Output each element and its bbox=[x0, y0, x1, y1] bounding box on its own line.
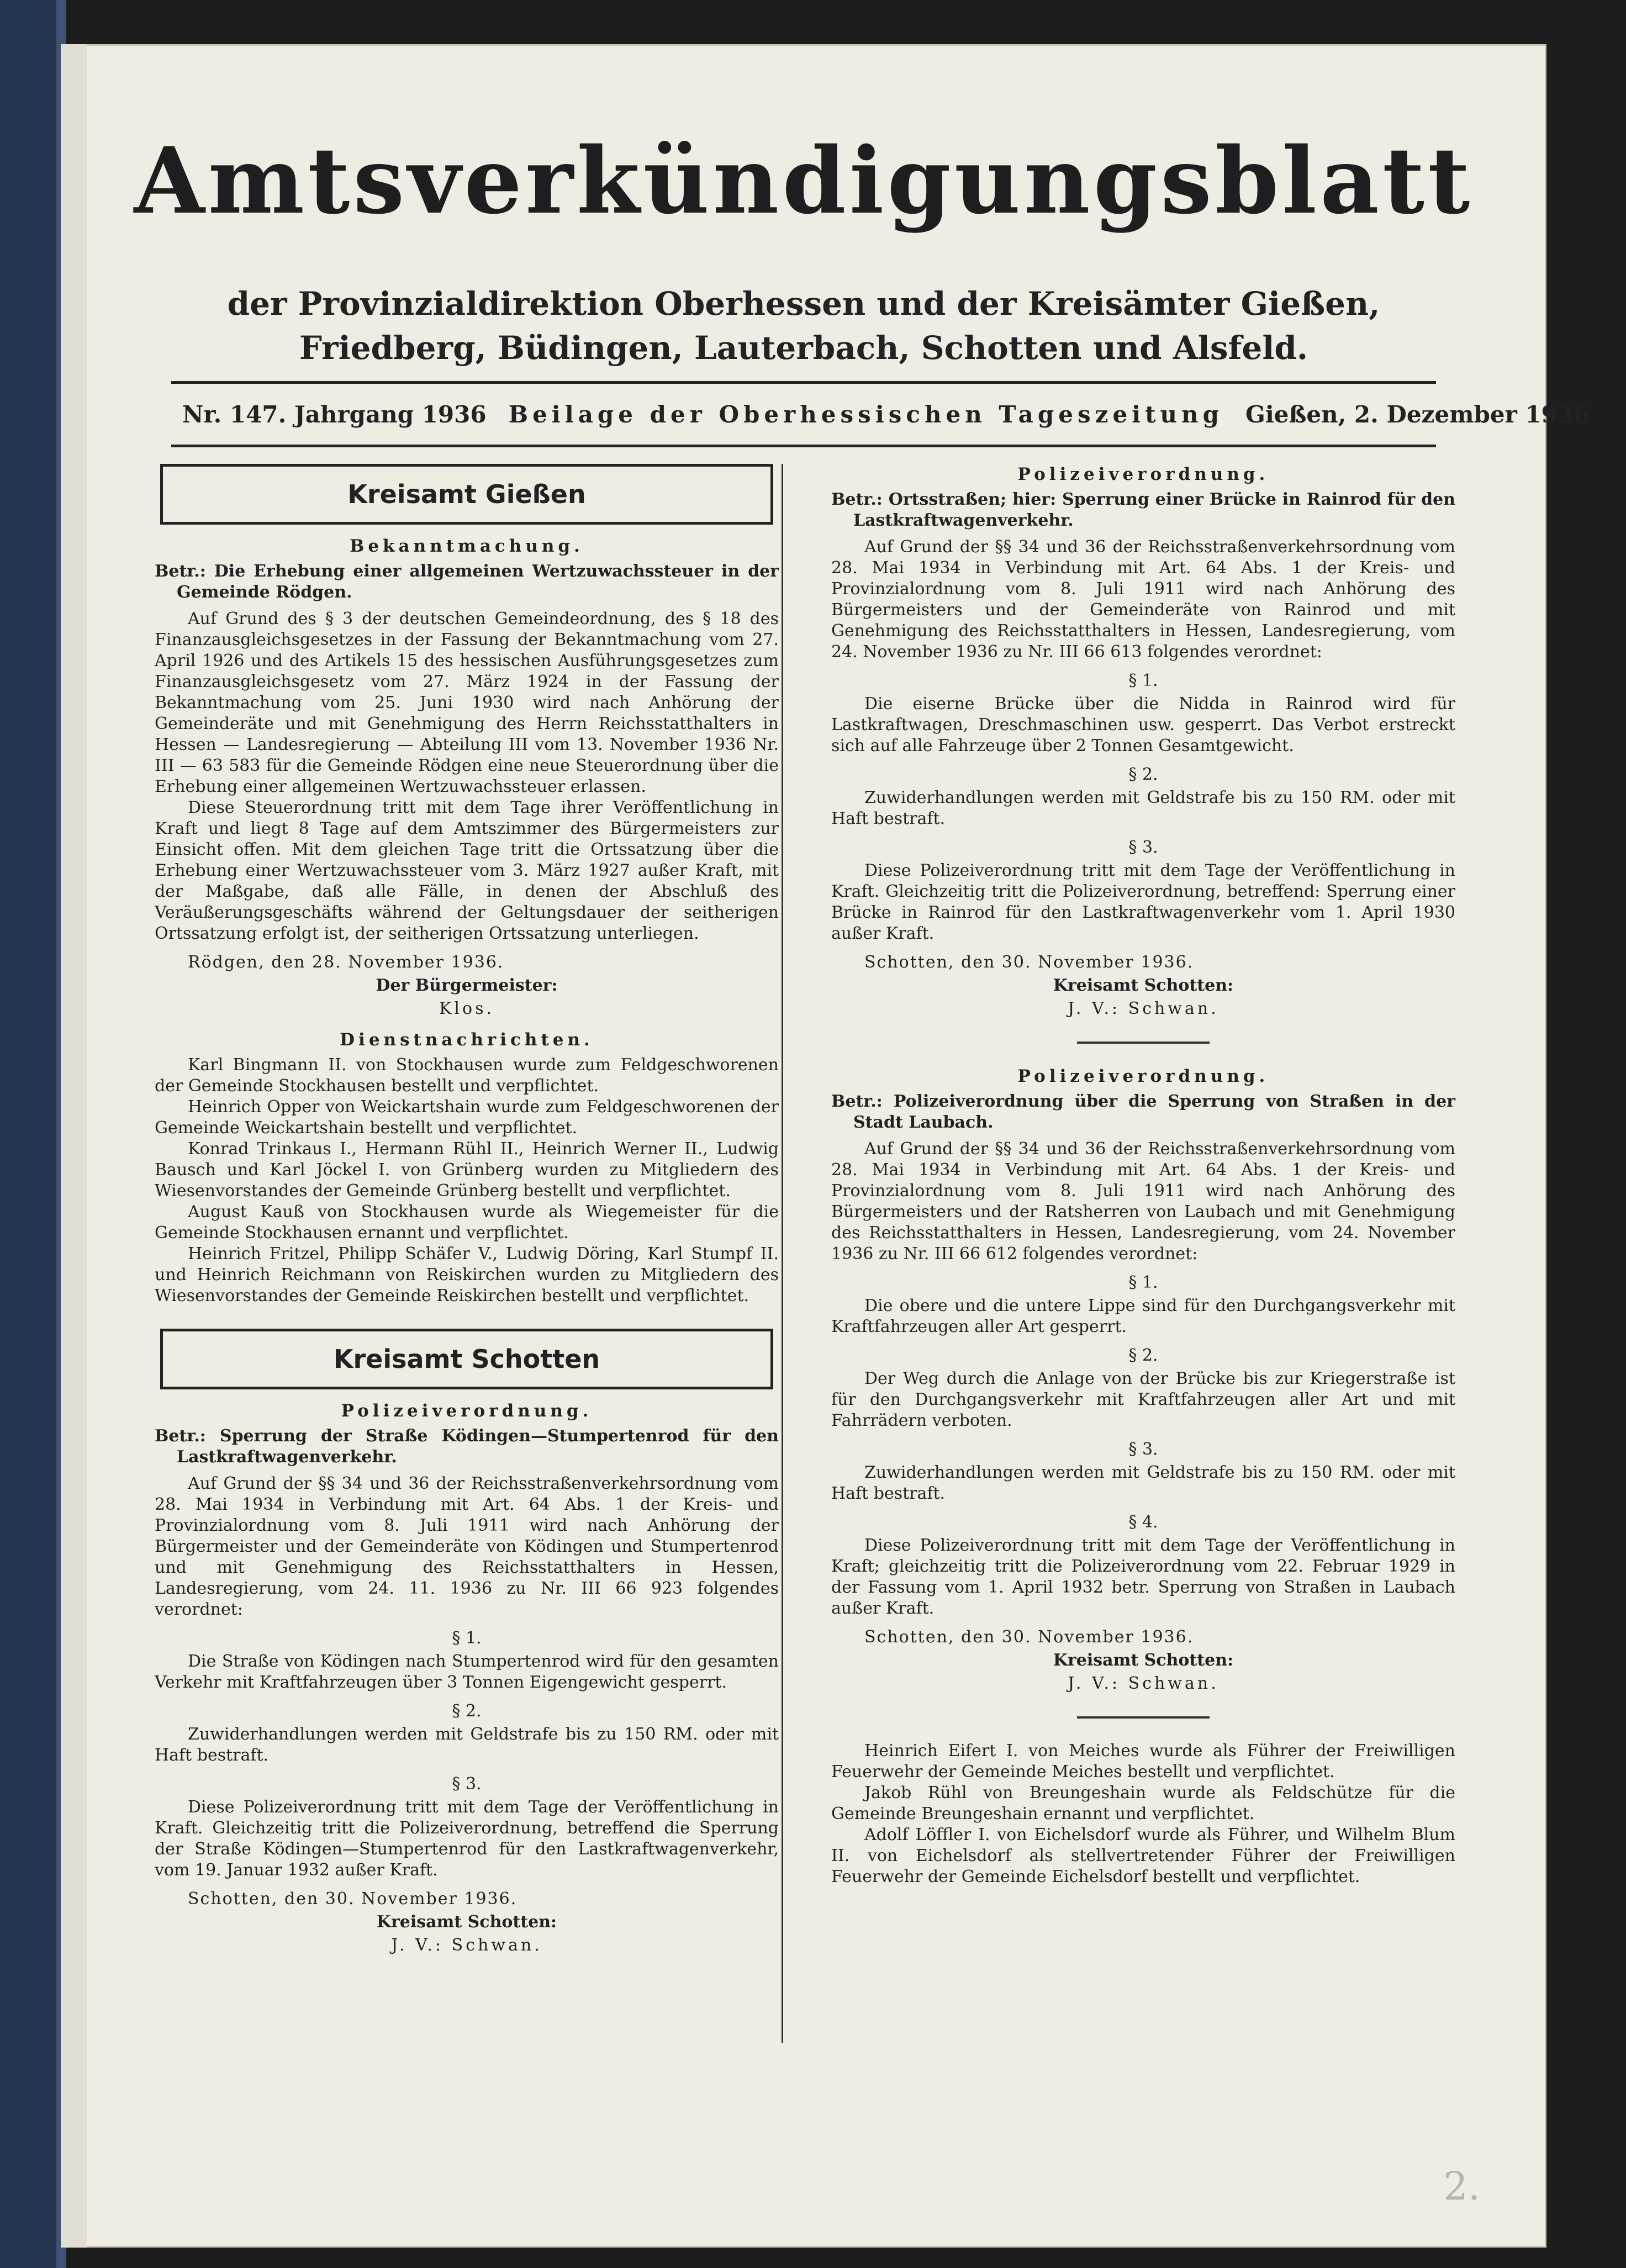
section-header-giessen: Kreisamt Gießen bbox=[160, 464, 773, 525]
right-column bbox=[831, 464, 1455, 1888]
issue-info-bar bbox=[171, 381, 1590, 447]
police-ordinance-paragraph: Auf Grund der §§ 34 und 36 der Reichsstraßenverkehrsordnung vom 28. Mai 1934 in Verbindung mit Art. 64 Abs. 1 der Kreis- und Provinzialordnung vom 8. Juli 1911 wird nach Anhörung des Bürgermeisters und der Gemeinderäte von Rainrod und mit Genehmigung des Reichsstatthalters in Hessen, Landesregierung, vom 24. November 1936 zu Nr. III 66 613 folgendes verordnet: bbox=[831, 537, 1455, 662]
section-text: Diese Polizeiverordnung tritt mit dem Tage der Veröffentlichung in Kraft. Gleichzeitig tritt die Polizeiverordnung, betreffend die Sperrung der Straße Ködingen—Stumpertenrod für den Lastkraftwagenverkehr, vom 19. Januar 1932 außer Kraft. bbox=[155, 1798, 779, 1880]
section-mark: § 4. bbox=[1128, 1513, 1158, 1532]
page-gutter bbox=[61, 44, 87, 2248]
ordinance-signature-name: J. V.: Schwan. bbox=[1068, 999, 1219, 1018]
ordinance-signature-title: Kreisamt Schotten: bbox=[376, 1912, 557, 1932]
section-mark: § 2. bbox=[452, 1701, 482, 1721]
section-mark: § 1. bbox=[1128, 671, 1158, 690]
section-text: Diese Polizeiverordnung tritt mit dem Tage der Veröffentlichung in Kraft. Gleichzeitig tritt die Polizeiverordnung, betreffend: Sperrung einer Brücke in Rainrod für den Lastkraftwagenverkehr vom 1. April 1930 außer Kraft. bbox=[831, 861, 1455, 943]
ordinance-signature-name: J. V.: Schwan. bbox=[391, 1936, 542, 1955]
police-ordinance-paragraph: Auf Grund der §§ 34 und 36 der Reichsstraßenverkehrsordnung vom 28. Mai 1934 in Verbindung mit Art. 64 Abs. 1 der Kreis- und Provinzialordnung vom 8. Juli 1911 wird nach Anhörung des Bürgermeisters und der Ratsherren von Laubach und mit Genehmigung des Reichsstatthalters in Hessen, Landesregierung, vom 24. November 1936 zu Nr. III 66 612 folgendes verordnet: bbox=[831, 1139, 1455, 1263]
section-mark: § 3. bbox=[452, 1774, 482, 1794]
section-mark: § 3. bbox=[1128, 838, 1158, 857]
ordinance-place-date: Schotten, den 30. November 1936. bbox=[188, 1889, 518, 1908]
issue-date: Gießen, 2. Dezember 1936 bbox=[1245, 400, 1590, 428]
supplement-title: Beilage der Oberhessischen Tageszeitung bbox=[508, 400, 1223, 428]
service-news-item: Heinrich Fritzel, Philipp Schäfer V., Ludwig Döring, Karl Stumpf II. und Heinrich Reichmann von Reiskirchen wurden zu Mitgliedern des Wiesenvorstandes der Gemeinde Reiskirchen bestellt und verpflichtet. bbox=[155, 1244, 779, 1305]
section-mark: § 1. bbox=[1128, 1273, 1158, 1292]
service-news-item: Heinrich Opper von Weickartshain wurde zum Feldgeschworenen der Gemeinde Weickartshain bestellt und verpflichtet. bbox=[155, 1097, 779, 1138]
announcement-signature-name: Klos. bbox=[439, 999, 494, 1018]
section-mark: § 2. bbox=[1128, 765, 1158, 784]
announcement-heading: Bekanntmachung. bbox=[350, 536, 584, 556]
service-news-item: Jakob Rühl von Breungeshain wurde als Feldschütze für die Gemeinde Breungeshain ernannt und verpflichtet. bbox=[831, 1783, 1455, 1823]
book-binding bbox=[0, 0, 66, 2268]
section-text: Die obere und die untere Lippe sind für den Durchgangsverkehr mit Kraftfahrzeugen aller Art gesperrt. bbox=[831, 1296, 1455, 1336]
section-text: Diese Polizeiverordnung tritt mit dem Tage der Veröffentlichung in Kraft; gleichzeitig tritt die Polizeiverordnung vom 22. Februar 1929 in der Fassung vom 1. April 1932 betr. Sperrung von Straßen in Laubach außer Kraft. bbox=[831, 1536, 1455, 1618]
announcement-subject: Betr.: Die Erhebung einer allgemeinen Wertzuwachssteuer in der Gemeinde Rödgen. bbox=[155, 562, 779, 602]
police-ordinance-heading: Polizeiverordnung. bbox=[341, 1401, 593, 1421]
service-news-item: Konrad Trinkaus I., Hermann Rühl II., Heinrich Werner II., Ludwig Bausch und Karl Jöckel I. von Grünberg wurden zu Mitgliedern des Wiesenvorstandes der Gemeinde Grünberg bestellt und verpflichtet. bbox=[155, 1139, 779, 1201]
ordinance-place-date: Schotten, den 30. November 1936. bbox=[864, 953, 1194, 972]
service-news-item: Heinrich Eifert I. von Meiches wurde als Führer der Freiwilligen Feuerwehr der Gemeinde Meiches bestellt und verpflichtet. bbox=[831, 1741, 1455, 1781]
service-news-item: Adolf Löffler I. von Eichelsdorf wurde als Führer, und Wilhelm Blum II. von Eichelsdorf als stellvertretender Führer der Freiwilligen Feuerwehr der Gemeinde Eichelsdorf bestellt und verpflichtet. bbox=[831, 1825, 1455, 1886]
announcement-signature-title: Der Bürgermeister: bbox=[376, 976, 558, 995]
section-header-schotten: Kreisamt Schotten bbox=[160, 1329, 773, 1389]
section-mark: § 2. bbox=[1128, 1346, 1158, 1365]
masthead-title: Amtsverkündigungsblatt bbox=[134, 127, 1474, 234]
masthead-subtitle: der Provinzialdirektion Oberhessen und der Kreisämter Gießen, Friedberg, Büdingen, Lauterbach, Schotten und Alsfeld. bbox=[227, 285, 1380, 367]
service-news-heading: Dienstnachrichten. bbox=[340, 1030, 594, 1050]
section-text: Zuwiderhandlungen werden mit Geldstrafe bis zu 150 RM. oder mit Haft bestraft. bbox=[155, 1725, 779, 1765]
left-column bbox=[155, 464, 779, 1957]
announcement-paragraph: Auf Grund des § 3 der deutschen Gemeindeordnung, des § 18 des Finanzausgleichsgesetzes in der Fassung der Bekanntmachung vom 27. April 1926 und des Artikels 15 des hessischen Ausführungsgesetzes zum Finanzausgleichsgesetz vom 27. März 1924 in der Fassung der Bekanntmachung vom 25. Juni 1930 wird nach Anhörung der Gemeinderäte und mit Genehmigung des Herrn Reichsstatthalters in Hessen — Landesregierung — Abteilung III vom 13. November 1936 Nr. III — 63 583 für die Gemeinde Rödgen eine neue Steuerordnung über die Erhebung einer allgemeinen Wertzuwachssteuer erlassen. bbox=[155, 609, 779, 796]
ordinance-place-date: Schotten, den 30. November 1936. bbox=[864, 1627, 1194, 1647]
police-ordinance-subject: Betr.: Sperrung der Straße Ködingen—Stumpertenrod für den Lastkraftwagenverkehr. bbox=[155, 1426, 779, 1467]
police-ordinance-subject: Betr.: Ortsstraßen; hier: Sperrung einer Brücke in Rainrod für den Lastkraftwagenverkehr. bbox=[831, 490, 1455, 530]
column-rule bbox=[782, 464, 783, 2043]
section-mark: § 1. bbox=[452, 1629, 482, 1648]
ordinance-signature-title: Kreisamt Schotten: bbox=[1053, 976, 1234, 995]
section-text: Der Weg durch die Anlage von der Brücke bis zur Kriegerstraße ist für den Durchgangsverkehr mit Kraftfahrzeugen aller Art und mit Fahrrädern verboten. bbox=[831, 1369, 1455, 1430]
police-ordinance-paragraph: Auf Grund der §§ 34 und 36 der Reichsstraßenverkehrsordnung vom 28. Mai 1934 in Verbindung mit Art. 64 Abs. 1 der Kreis- und Provinzialordnung vom 8. Juli 1911 wird nach Anhörung der Bürgermeister und der Gemeinderäte von Ködingen und Stumpertenrod und mit Genehmigung des Reichsstatthalters in Hessen, Landesregierung, vom 24. 11. 1936 zu Nr. III 66 923 folgendes verordnet: bbox=[155, 1474, 779, 1619]
section-text: Die eiserne Brücke über die Nidda in Rainrod wird für Lastkraftwagen, Dreschmaschinen usw. gesperrt. Das Verbot erstreckt sich auf alle Fahrzeuge über 2 Tonnen Gesamtgewicht. bbox=[831, 694, 1455, 755]
announcement-place-date: Rödgen, den 28. November 1936. bbox=[188, 953, 504, 972]
newspaper-page bbox=[61, 44, 1590, 2248]
ordinance-signature-name: J. V.: Schwan. bbox=[1068, 1674, 1219, 1693]
service-news-item: August Kauß von Stockhausen wurde als Wiegemeister für die Gemeinde Stockhausen ernannt und verpflichtet. bbox=[155, 1202, 779, 1243]
section-text: Zuwiderhandlungen werden mit Geldstrafe bis zu 150 RM. oder mit Haft bestraft. bbox=[831, 1463, 1455, 1503]
ordinance-signature-title: Kreisamt Schotten: bbox=[1053, 1651, 1234, 1670]
police-ordinance-subject: Betr.: Polizeiverordnung über die Sperrung von Straßen in der Stadt Laubach. bbox=[831, 1092, 1455, 1132]
issue-number: Nr. 147. Jahrgang 1936 bbox=[182, 400, 487, 428]
police-ordinance-heading: Polizeiverordnung. bbox=[1017, 464, 1269, 484]
page-number: 2. bbox=[1443, 2164, 1480, 2209]
police-ordinance-heading: Polizeiverordnung. bbox=[1017, 1066, 1269, 1086]
section-divider bbox=[1077, 1042, 1210, 1044]
section-text: Die Straße von Ködingen nach Stumpertenrod wird für den gesamten Verkehr mit Kraftfahrzeugen über 3 Tonnen Eigengewicht gesperrt. bbox=[155, 1652, 779, 1692]
announcement-paragraph: Diese Steuerordnung tritt mit dem Tage ihrer Veröffentlichung in Kraft und liegt 8 Tage auf dem Amtszimmer des Bürgermeisters zur Einsicht offen. Mit dem gleichen Tage tritt die Ortssatzung über die Erhebung einer Wertzuwachssteuer vom 3. März 1927 außer Kraft, mit der Maßgabe, daß alle Fälle, in denen der Abschluß des Veräußerungsgeschäfts während der Geltungsdauer der seitherigen Ortssatzung erfolgt ist, der seitherigen Ortssatzung unterliegen. bbox=[155, 798, 779, 943]
section-text: Zuwiderhandlungen werden mit Geldstrafe bis zu 150 RM. oder mit Haft bestraft. bbox=[831, 788, 1455, 828]
section-divider bbox=[1077, 1716, 1210, 1719]
service-news-item: Karl Bingmann II. von Stockhausen wurde zum Feldgeschworenen der Gemeinde Stockhausen bestellt und verpflichtet. bbox=[155, 1055, 779, 1096]
section-mark: § 3. bbox=[1128, 1440, 1158, 1459]
